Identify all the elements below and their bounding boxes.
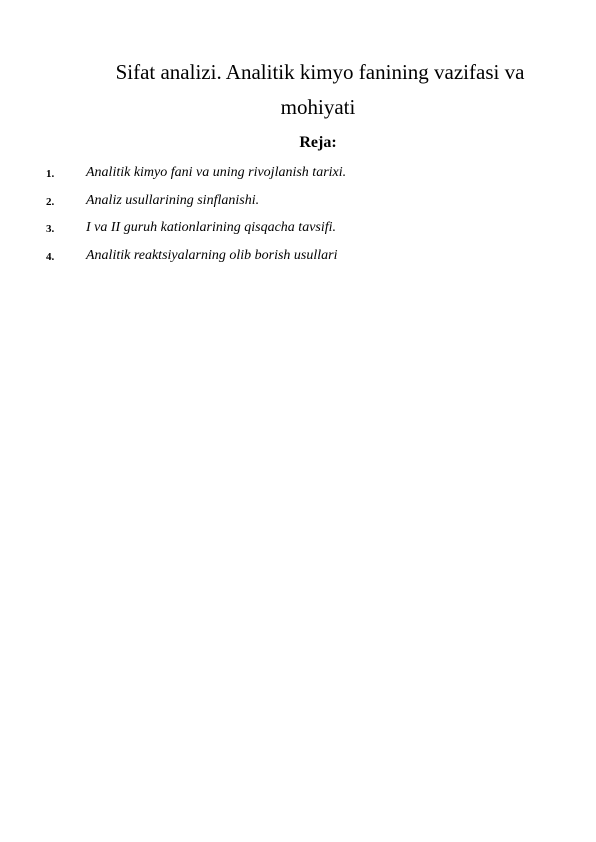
plan-item-text: Analitik kimyo fani va uning rivojlanish tarixi. — [86, 165, 347, 180]
plan-item-text: Analitik reaktsiyalarning olib borish usullari — [86, 247, 338, 263]
document-title-line-2: mohiyati — [280, 95, 356, 119]
plan-item-4 — [0, 247, 596, 275]
plan-item-text: I va II guruh kationlarining qisqacha tavsifi. — [86, 220, 337, 235]
document-title-line-1: Sifat analizi. Analitik kimyo fanining vazifasi va — [115, 60, 525, 84]
plan-item-number: 3. — [46, 223, 55, 235]
plan-item-3 — [0, 219, 596, 247]
plan-item-2 — [0, 192, 596, 220]
plan-item-1 — [0, 164, 596, 192]
plan-item-number: 2. — [46, 195, 55, 208]
plan-heading: Reja: — [299, 134, 337, 151]
plan-item-number: 1. — [46, 168, 55, 180]
plan-item-number: 4. — [46, 250, 55, 263]
plan-item-text: Analiz usullarining sinflanishi. — [86, 192, 260, 208]
plan-list — [0, 164, 596, 274]
